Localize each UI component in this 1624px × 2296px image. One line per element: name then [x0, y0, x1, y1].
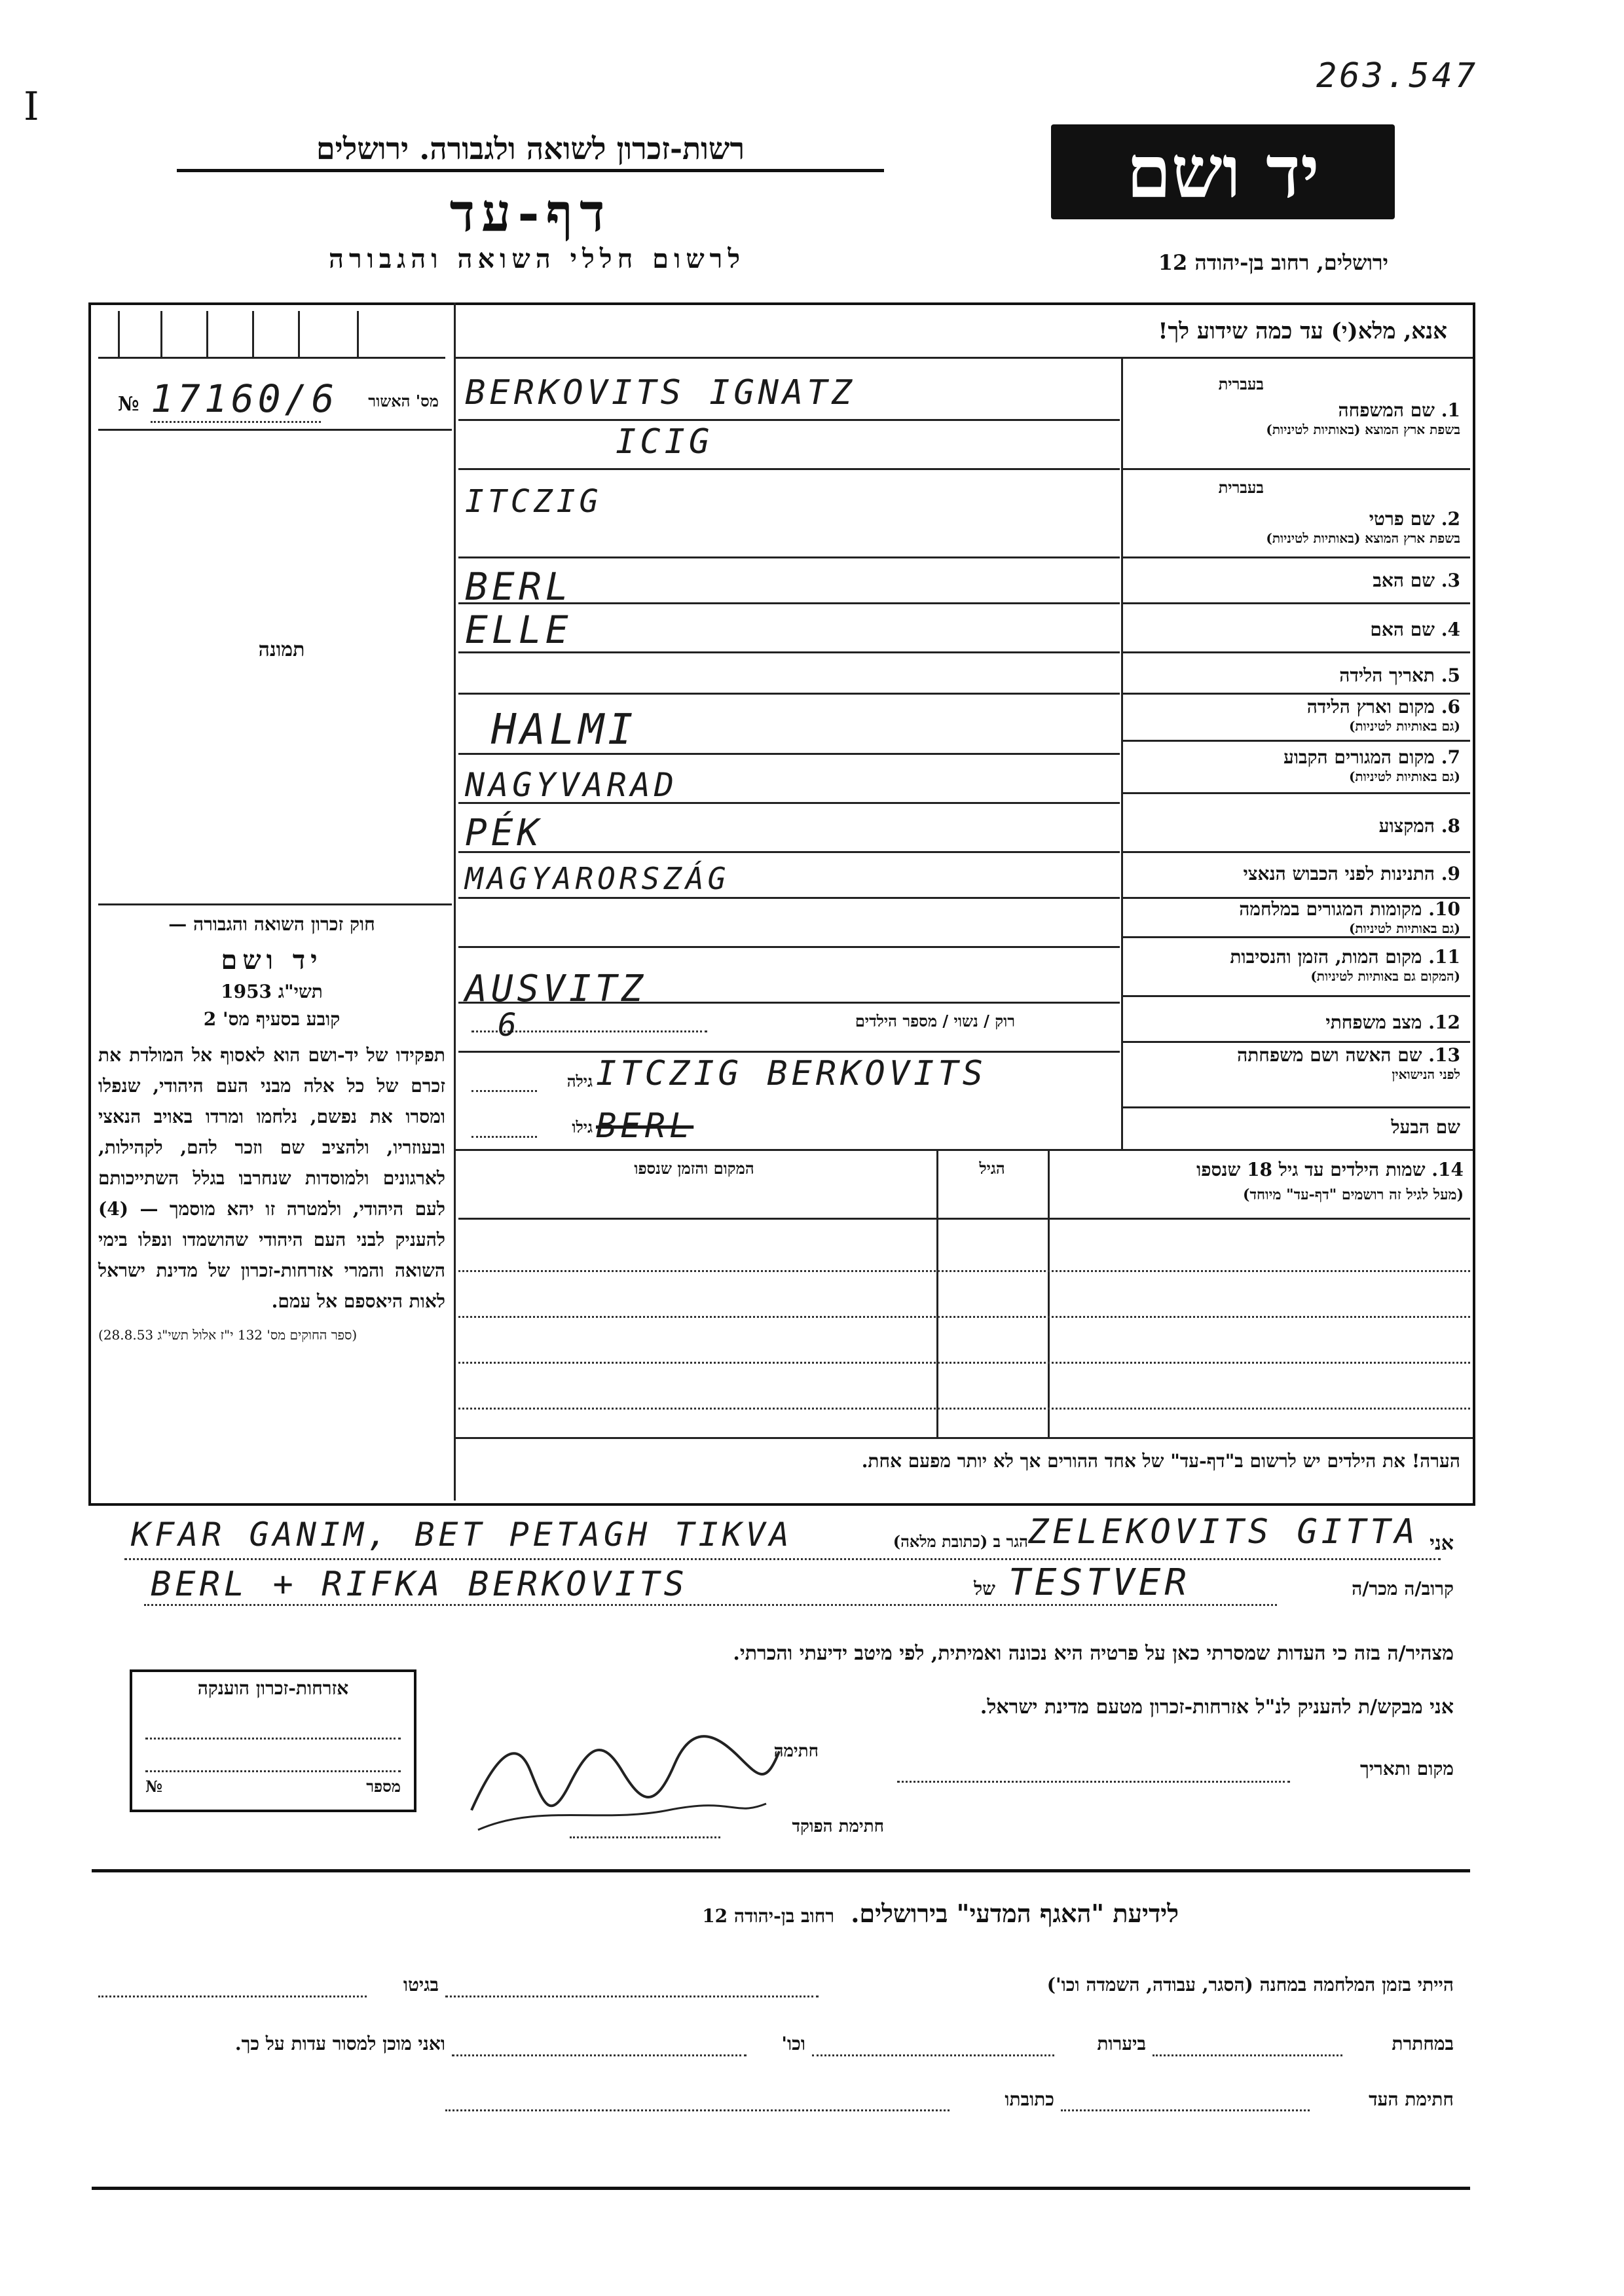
- footer-title-row: [458, 1899, 1179, 1929]
- field-13-name: שם האשה ושם משפחתה: [1237, 1044, 1422, 1066]
- value-profession[interactable]: PÉK: [465, 812, 544, 854]
- decl-place-date-label: מקום ותאריך: [1359, 1758, 1454, 1779]
- footer-title: לידיעת "האגף המדעי" בירושלים.: [851, 1899, 1179, 1928]
- decl-officer-label: חתימת הפוקד: [792, 1817, 884, 1836]
- corner-mark: I: [24, 84, 39, 130]
- field-12-label: [1126, 1011, 1460, 1034]
- footer-line2-a: במחתרת: [1392, 2033, 1454, 2054]
- field-7-label: [1126, 746, 1460, 785]
- field-7-sub: (גם באותיות לטיניות): [1348, 769, 1460, 784]
- decl-relative-of[interactable]: BERL + RIFKA BERKOVITS: [151, 1565, 688, 1604]
- form-note: הערה! את הילדים יש לרשום ב"דף-עד" של אחד ההורים אך לא יותר מפעם אחת.: [861, 1450, 1460, 1472]
- law-clause: קובע בסעיף מס' 2: [203, 1008, 341, 1030]
- form-subtitle: לרשום חללי השואה והגבורה: [328, 244, 746, 274]
- children-heading-sub: (מעל לגיל זה רושמים "דף-עד" מיוחד): [1243, 1186, 1464, 1203]
- field-8-name: המקצוע: [1378, 815, 1435, 837]
- field-7-num: 7.: [1441, 746, 1460, 768]
- field-1-num: 1.: [1441, 399, 1460, 421]
- footer-line2-b: ביערות: [1097, 2033, 1146, 2054]
- field-2-hebrew-tag: בעברית: [1218, 478, 1264, 497]
- field-5-name: תאריך הלידה: [1339, 665, 1435, 686]
- approval-label: מס' האשור: [368, 392, 439, 410]
- field-13-sub: לפני הנישואין: [1392, 1066, 1460, 1082]
- field-4-label: [1126, 619, 1460, 641]
- logo-text: יד ושם: [1126, 130, 1320, 214]
- field-3-label: [1126, 570, 1460, 592]
- decl-address[interactable]: KFAR GANIM, BET PETAGH TIKVA: [131, 1516, 793, 1554]
- value-country[interactable]: MAGYARORSZÁG: [465, 861, 730, 896]
- footer-line1-b: בגיטו: [403, 1974, 439, 1995]
- field-9-label: [1126, 863, 1460, 885]
- field-11-sub: (המקום גם באותיות לטיניות): [1310, 968, 1460, 984]
- field-husband-label: שם הבעל: [1391, 1116, 1460, 1138]
- footer-address: רחוב בן-יהודה 12: [702, 1905, 835, 1927]
- field-12-num: 12.: [1428, 1011, 1460, 1033]
- header-address: ירושלים, רחוב בן-יהודה 12: [1158, 250, 1388, 275]
- value-death-place[interactable]: AUSVITZ: [465, 968, 648, 1010]
- value-birthplace[interactable]: HALMI: [491, 706, 637, 754]
- approval-number: 17160/6: [151, 376, 321, 423]
- field-2-sub: בשפת ארץ המוצא (באותיות לטיניות): [1266, 530, 1460, 546]
- decl-relative-label: קרוב/ה מכר/ה: [1352, 1578, 1454, 1599]
- field-5-num: 5.: [1441, 665, 1460, 686]
- stub-boxes: [98, 311, 445, 359]
- field-10-name: מקומות המגורים במלחמה: [1239, 898, 1422, 920]
- field-2-name: שם פרטי: [1369, 508, 1435, 530]
- field-9-num: 9.: [1441, 863, 1460, 884]
- law-title: חוק זכרון השואה והגבורה —: [168, 913, 375, 935]
- field-1-sub: בשפת ארץ המוצא (באותיות לטיניות): [1266, 422, 1460, 437]
- photo-label: תמונה: [258, 638, 305, 661]
- footer-line3-a: חתימת העד: [1369, 2088, 1454, 2110]
- value-father[interactable]: BERL: [465, 564, 572, 609]
- value-residence[interactable]: NAGYVARAD: [465, 766, 678, 804]
- field-6-label: [1126, 696, 1460, 735]
- field-4-name: שם האם: [1370, 619, 1435, 640]
- field-6-num: 6.: [1441, 696, 1460, 718]
- wife-age-label: גילה: [566, 1072, 593, 1091]
- field-11-label: [1126, 946, 1460, 985]
- decl-statement: מצהיר/ה בזה כי העדות שמסרתי כאן על פרטיה היא נכונה ואמיתית, לפי מיטב ידיעתי והכרתי.: [733, 1642, 1454, 1665]
- decl-relation[interactable]: TESTVER: [1008, 1561, 1191, 1604]
- husband-age-label: גילו: [572, 1118, 593, 1137]
- form-title: דף-עד: [449, 182, 612, 244]
- field-8-num: 8.: [1441, 815, 1460, 837]
- law-body: תפקידו של יד-ושם הוא לאסוף אל המולדת את זכרם של כל אלה מבני העם היהודי, שנפלו ומסרו את נפשם, נלחמו ומרדו באויב הנאצי ובעוזריו, ולהציב שם וזכר להם, לקהילות, לארגונים ולמוסדות שנחרבו בגלל השתייכותם לעם היהודי, ולמטרה זו יהא מוסמך — (4) להעניק לבני העם היהודי שהושמדו ונפלו בימי השואה והמרי אזרחות-זכרון של מדינת ישראל לאות היאספם אל עמם.: [98, 1044, 445, 1312]
- field-3-name: שם האב: [1373, 570, 1435, 591]
- field-9-name: התנינות לפני הכבוש הנאצי: [1243, 863, 1435, 884]
- decl-declarant[interactable]: ZELEKOVITS GITTA: [1028, 1512, 1419, 1552]
- value-first-name[interactable]: ITCZIG: [465, 483, 602, 520]
- decl-resident-label: הגר ב (כתובת מלאה): [893, 1532, 1028, 1551]
- footer-line3-b: כתובתו: [1005, 2088, 1054, 2110]
- field-13-num: 13.: [1428, 1044, 1460, 1066]
- field-11-num: 11.: [1428, 946, 1460, 968]
- decl-i-label: אני: [1430, 1532, 1454, 1555]
- footer-line2-c: וכו': [781, 2033, 805, 2054]
- decl-of-label: של: [974, 1578, 995, 1599]
- citizenship-no-sign: №: [145, 1777, 163, 1796]
- value-husband-name[interactable]: BERL: [596, 1106, 694, 1146]
- field-4-num: 4.: [1441, 619, 1460, 640]
- children-col-place: המקום והזמן שנספו: [634, 1159, 754, 1178]
- decl-request: אני מבקש/ת להעניק לנ"ל אזרחות-זכרון מטעם מדינת ישראל.: [980, 1696, 1454, 1719]
- declarant-signature: [458, 1712, 786, 1843]
- field-1-hebrew-tag: בעברית: [1218, 374, 1264, 393]
- field-2-num: 2.: [1441, 508, 1460, 530]
- citizenship-number-label: מספר: [366, 1777, 401, 1796]
- value-children-count[interactable]: 6: [498, 1007, 521, 1044]
- field-1-label: [1126, 374, 1460, 438]
- value-mother[interactable]: ELLE: [465, 608, 572, 652]
- value-family-name-alt[interactable]: ICIG: [616, 422, 714, 462]
- field-3-num: 3.: [1441, 570, 1460, 591]
- children-heading: [1054, 1159, 1464, 1203]
- value-marital-status: רוק / נשוי / מספר הילדים: [855, 1011, 1015, 1030]
- archive-number: 263.547: [1316, 56, 1479, 96]
- law-year: תשי"ג 1953: [221, 981, 323, 1002]
- field-10-sub: (גם באותיות לטיניות): [1348, 920, 1460, 936]
- field-10-label: [1126, 898, 1460, 937]
- authority-line: רשות-זכרון לשואה ולגבורה. ירושלים: [177, 131, 884, 172]
- children-heading-title: 14. שמות הילדים עד גיל 18 שנספו: [1196, 1159, 1464, 1180]
- field-10-num: 10.: [1428, 898, 1460, 920]
- field-7-name: מקום המגורים הקבוע: [1283, 746, 1435, 768]
- decl-signature-label: חתימה: [773, 1741, 819, 1761]
- field-6-name: מקום וארץ הלידה: [1306, 696, 1435, 718]
- children-col-age: הגיל: [979, 1159, 1005, 1178]
- field-12-name: מצב משפחתי: [1325, 1011, 1422, 1033]
- field-6-sub: (גם באותיות לטיניות): [1348, 718, 1460, 734]
- form-instruction: אנא, מלא(י) עד כמה שידוע לך!: [1158, 318, 1447, 344]
- footer-line2-d: ואני מוכן למסור עדות על כך.: [234, 2033, 445, 2054]
- value-wife-name[interactable]: ITCZIG BERKOVITS: [596, 1054, 987, 1093]
- law-name: יד ושם: [221, 945, 323, 975]
- field-13-label: [1126, 1044, 1460, 1083]
- approval-no-sign: №: [118, 393, 139, 416]
- field-11-name: מקום המות, הזמן והנסיבות: [1230, 946, 1422, 968]
- field-1-name: שם המשפחה: [1338, 399, 1435, 421]
- citizenship-box-title: אזרחות-זכרון הוענקה: [197, 1677, 349, 1699]
- law-panel: [98, 913, 445, 1343]
- value-family-name[interactable]: BERKOVITS IGNATZ: [465, 373, 856, 412]
- field-5-label: [1126, 665, 1460, 687]
- footer-line1-a: הייתי בזמן המלחמה במחנה (הסגר, עבודה, השמדה וכו'): [1046, 1974, 1454, 1995]
- citizenship-box: [130, 1669, 416, 1812]
- yad-vashem-logo: [1051, 124, 1395, 219]
- law-citation: (ספר החוקים מס' 132 י"ז אלול תשי"ג 28.8.53): [98, 1327, 358, 1343]
- field-8-label: [1126, 815, 1460, 837]
- field-2-label: [1126, 478, 1460, 547]
